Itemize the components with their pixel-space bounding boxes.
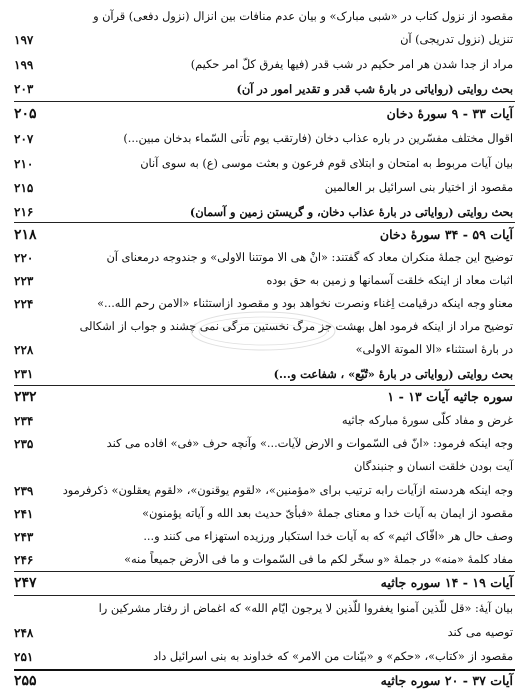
entry-text: آیت بودن خلقت انسان و جنبندگان (354, 460, 513, 473)
entry-text: مفاد کلمهٔ «منه» در جملهٔ «و سخّر لکم ما فی السّموات و ما فی الأرض جمیعاً منه» (124, 553, 513, 566)
page-number: ۲۳۹ (14, 484, 34, 498)
entry-text: توصیه می کند (447, 626, 513, 639)
entry-text: وجه اینکه هردسته ازآیات رابه ترتیب برای «مؤمنین»، «لقوم یوقنون»، «لقوم یعقلون» ذکرفرمود (62, 484, 513, 497)
page-number: ۱۹۷ (14, 33, 34, 47)
heading-text: آیات ۵۹ - ۳۴ سورهٔ دخان (379, 227, 513, 242)
entry-text: بحث روایتی (روایاتی در بارهٔ شب قدر و تقدیر امور در آن) (236, 82, 513, 96)
entry-text: وصف حال هر «افّاک اثیم» که به آیات خدا استکبار ورزیده استهزاء می کنند و... (143, 530, 513, 543)
toc-entry (14, 316, 515, 338)
page-number: ۲۵۱ (14, 650, 34, 664)
toc-entry (14, 128, 515, 150)
page-number: ۲۱۸ (14, 227, 37, 243)
toc-entry (14, 247, 515, 269)
page-number: ۱۹۹ (14, 58, 34, 72)
page-number: ۲۲۰ (14, 251, 34, 265)
page-number: ۲۲۳ (14, 274, 34, 288)
entry-text: تنزیل (نزول تدریجی) آن (400, 33, 513, 46)
toc-entry (14, 153, 515, 175)
entry-text: بیان آیات مربوط به امتحان و ابتلای قوم فرعون و بعثت موسی (ع) به سوی آنان (140, 157, 513, 170)
toc-entry-discussion (14, 363, 515, 385)
entry-text: اثبات معاد از اینکه خلقت آسمانها و زمین به حق بوده (266, 274, 513, 287)
section-heading (14, 670, 515, 692)
page-number: ۲۰۵ (14, 106, 37, 122)
page-number: ۲۴۸ (14, 626, 34, 640)
section-divider (14, 222, 515, 223)
page-number: ۲۲۸ (14, 343, 34, 357)
page-number: ۲۲۴ (14, 297, 34, 311)
toc-entry (14, 54, 515, 76)
page-number: ۲۱۵ (14, 181, 34, 195)
toc-entry (14, 480, 515, 502)
entry-text: مقصود از اختیار بنی اسرائیل بر العالمین (324, 181, 513, 194)
heading-text: آیات ۳۳ - ۹ سورهٔ دخان (386, 106, 513, 121)
toc-entry (14, 526, 515, 548)
entry-text: بیان آیهٔ: «قل للّذین آمنوا یغفروا للّذین لا یرجون ایّام الله» که اغماض از رفتار مشرکین را (98, 602, 513, 615)
toc-entry (14, 177, 515, 199)
page-number: ۲۳۴ (14, 414, 34, 428)
page-number: ۲۵۵ (14, 673, 37, 689)
toc-entry-discussion (14, 78, 515, 100)
entry-text: توضیح این جملهٔ منکران معاد که گفتند: «انْ هی الا موتتنا الاولی» و جندوجه درمعنای آن (106, 251, 513, 264)
page-number: ۲۳۱ (14, 367, 34, 381)
heading-text: آیات ۱۹ - ۱۴ سوره جاثیه (380, 575, 513, 590)
entry-text: مقصود از «کتاب»، «حکم» و «بیّنات من الامر» که خداوند به بنی اسرائیل داد (153, 650, 513, 663)
toc-entry (14, 503, 515, 525)
page-number: ۲۴۱ (14, 507, 34, 521)
toc-entry (14, 622, 515, 644)
toc-entry (14, 433, 515, 455)
entry-text: در بارهٔ استثناء «الا الموتة الاولی» (355, 343, 513, 356)
toc-entry (14, 29, 515, 51)
page-number: ۲۳۵ (14, 437, 34, 451)
section-heading (14, 386, 515, 408)
page-number: ۲۴۶ (14, 553, 34, 567)
entry-text: بحث روایتی (روایاتی در بارهٔ عذاب دخان، و گریستن زمین و آسمان) (189, 205, 513, 219)
page-number: ۲۴۳ (14, 530, 34, 544)
entry-text: وجه اینکه فرمود: «انّ فی السّموات و الارض لآیات...» وآنچه حرف «فی» افاده می کند (106, 437, 513, 450)
toc-entry (14, 410, 515, 432)
toc-entry (14, 549, 515, 571)
entry-text: اقوال مختلف مفسّرین در باره عذاب دخان (فارتقب یوم تأتی السّماء بدخان مبین...) (123, 132, 513, 145)
entry-text: مراد از جدا شدن هر امر حکیم در شب قدر (فیها یفرق کلّ امر حکیم) (190, 58, 513, 71)
heading-text: آیات ۳۷ - ۲۰ سوره جاثیه (380, 673, 513, 688)
section-heading (14, 572, 515, 594)
entry-text: مقصود از نزول کتاب در «شبی مبارک» و بیان عدم منافات بین انزال (نزول دفعی) قرآن و (93, 10, 513, 23)
entry-text: بحث روایتی (روایاتی در بارهٔ «تُبّع» ، شفاعت و...) (273, 367, 513, 381)
entry-text: غرض و مفاد کلّی سورهٔ مبارکه جاثیه (341, 414, 513, 427)
page-number: ۲۰۳ (14, 82, 34, 96)
heading-text: سوره جاثیه آیات ۱۳ - ۱ (387, 389, 513, 404)
entry-text: معناو وجه اینکه درقیامت اِغناء ونصرت نخواهد بود و مقصود ازاستثناء «الامن رحم الله...» (97, 297, 513, 310)
page-number: ۲۴۷ (14, 575, 37, 591)
section-divider (14, 595, 515, 596)
toc-entry (14, 456, 515, 478)
page-number: ۲۳۲ (14, 389, 37, 405)
toc-entry (14, 646, 515, 668)
page-number: ۲۱۰ (14, 157, 34, 171)
section-heading (14, 224, 515, 246)
page-number: ۲۱۶ (14, 205, 34, 219)
toc-entry (14, 6, 515, 28)
section-heading (14, 103, 515, 125)
toc-entry (14, 270, 515, 292)
section-divider (14, 101, 515, 102)
toc-entry-discussion (14, 201, 515, 223)
entry-text: توضیح مراد از اینکه فرمود اهل بهشت جز مرگ نخستین مرگی نمی چشند و جواب از اشکالی (79, 320, 513, 333)
page-number: ۲۰۷ (14, 132, 34, 146)
entry-text: مقصود از ایمان به آیات خدا و معنای جملهٔ «فبأیّ حدیث بعد الله و آیاته یؤمنون» (142, 507, 513, 520)
toc-entry (14, 339, 515, 361)
toc-entry (14, 598, 515, 620)
toc-entry (14, 293, 515, 315)
